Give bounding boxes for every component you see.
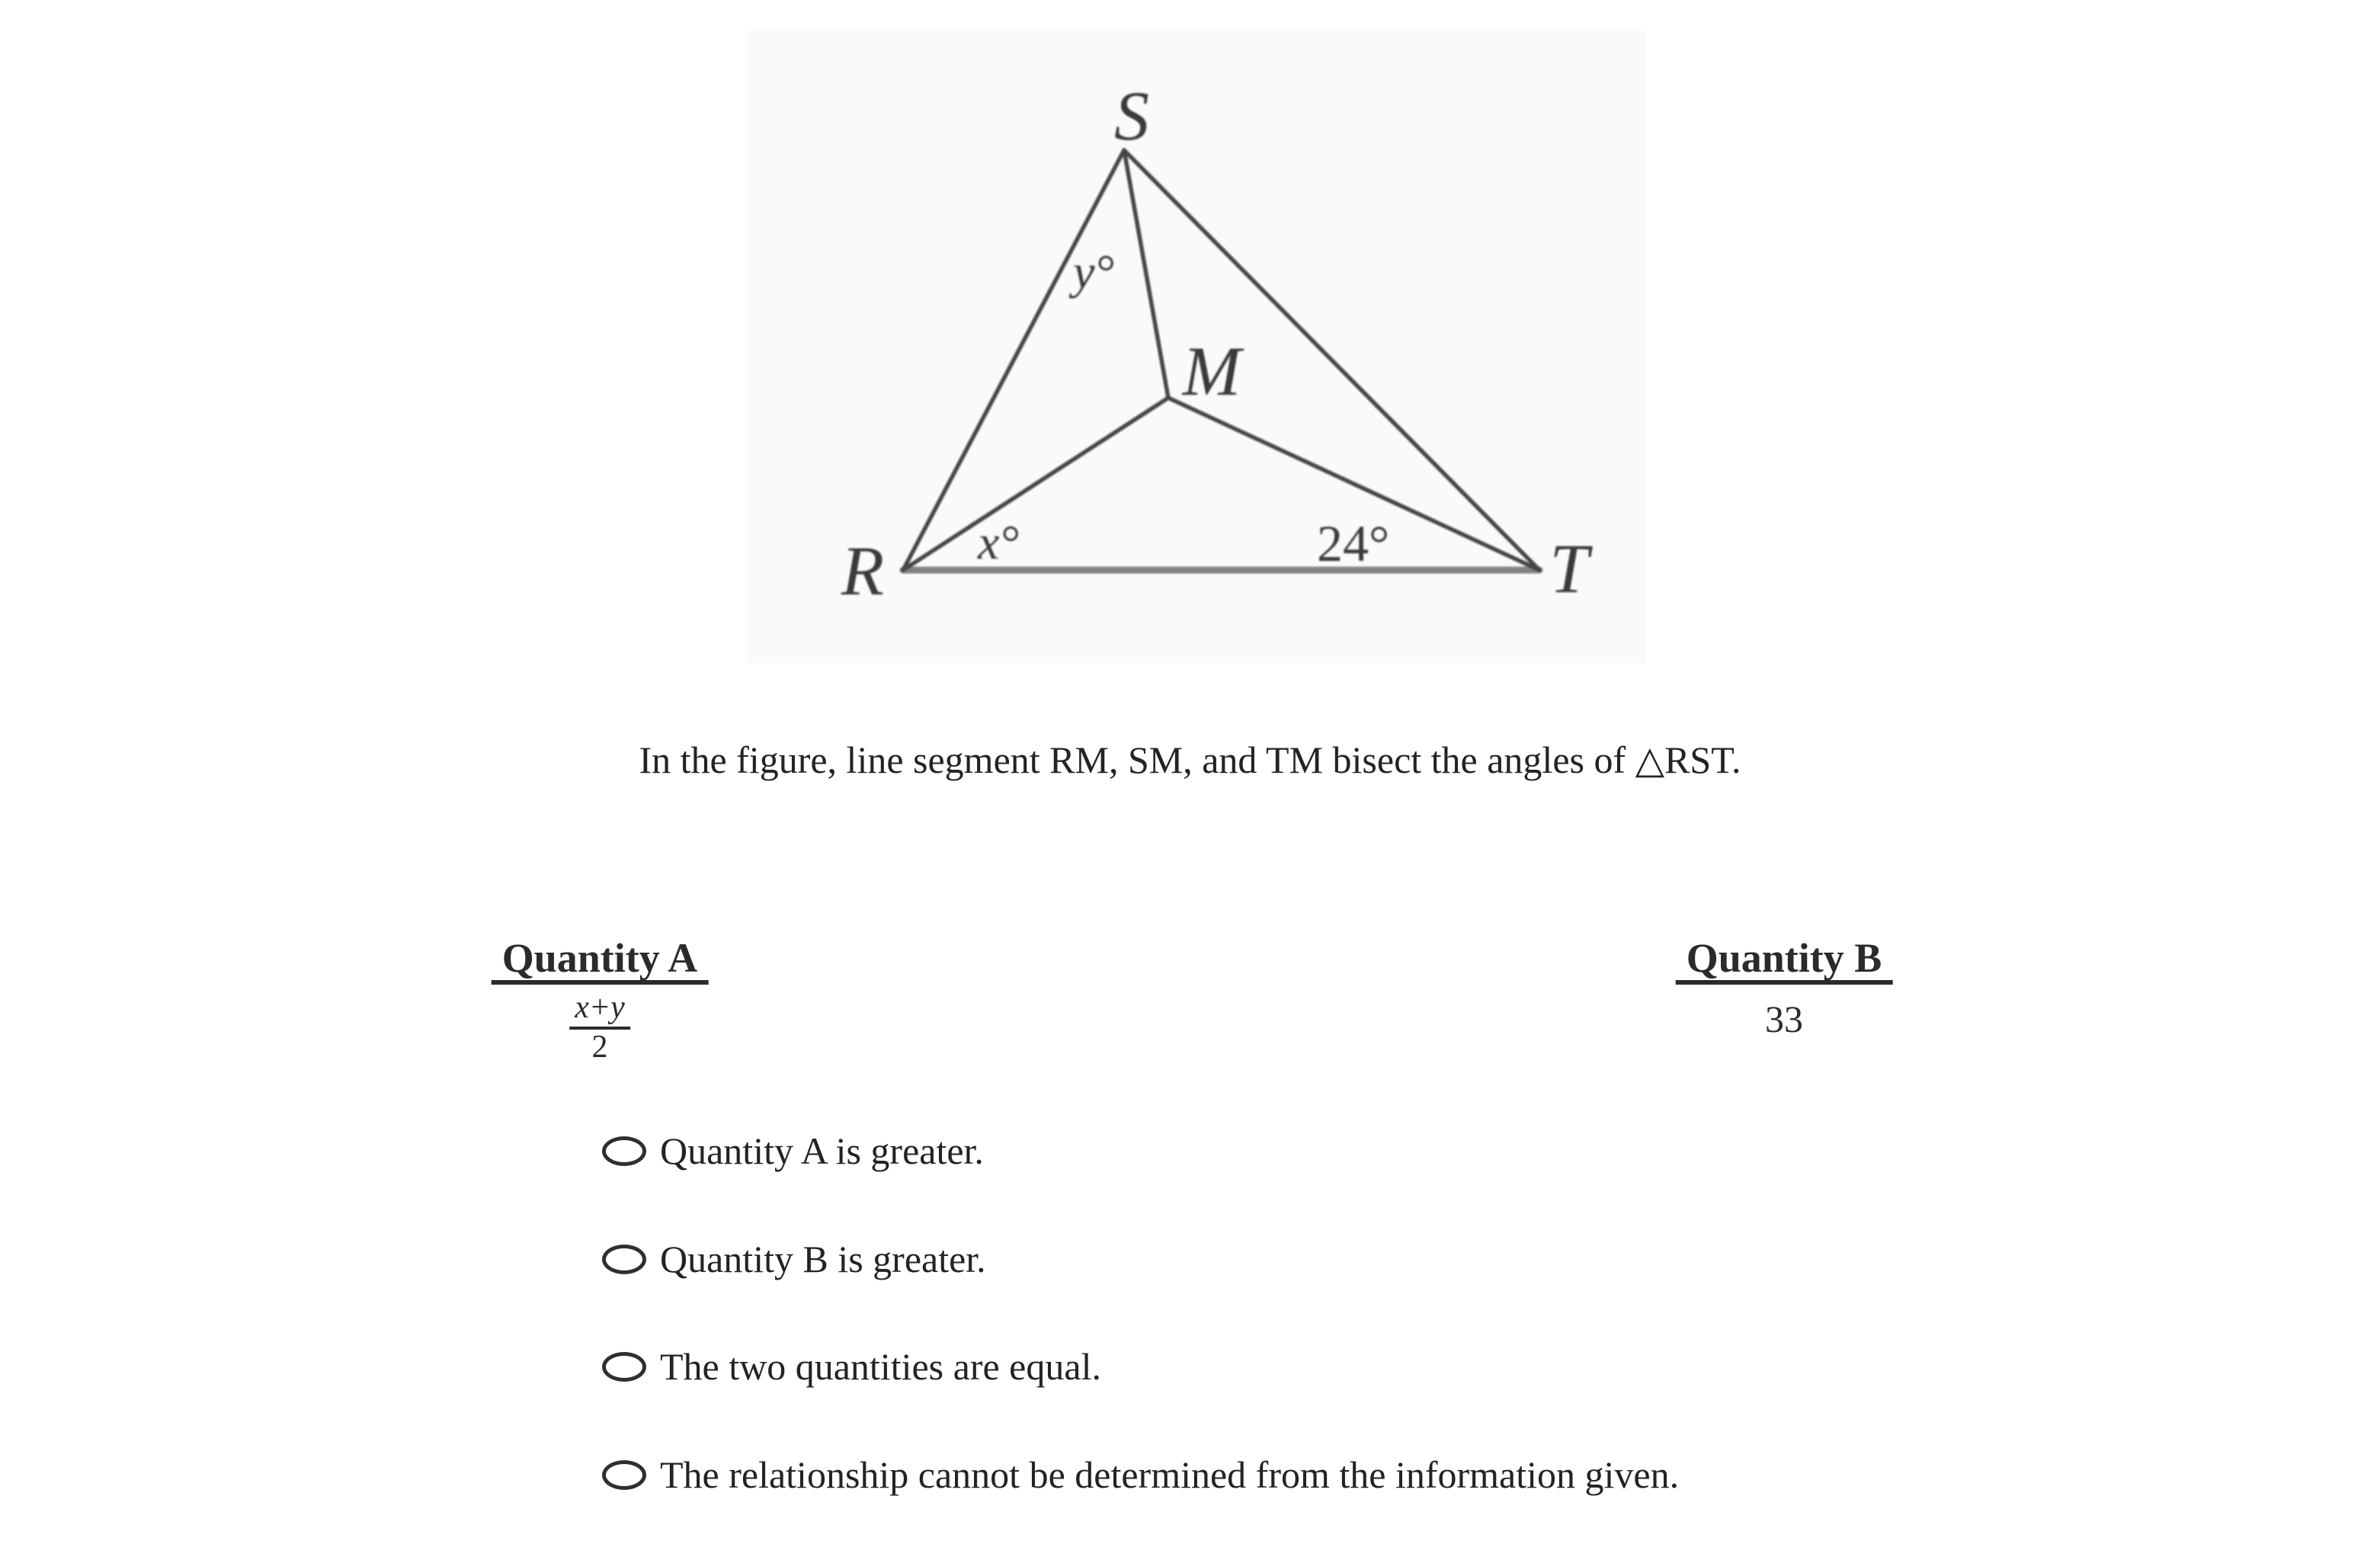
answer-option[interactable]: [602, 1240, 986, 1278]
option-label[interactable]: The relationship cannot be determined from the information given.: [660, 1453, 1680, 1496]
vertex-label-m: M: [1182, 332, 1241, 410]
quantity-b-heading: Quantity B: [1676, 937, 1893, 985]
triangle-diagram: [747, 30, 1646, 663]
answer-option[interactable]: [602, 1453, 1680, 1496]
answer-option[interactable]: [602, 1129, 984, 1172]
option-radio[interactable]: [602, 1136, 646, 1166]
vertex-label-r: R: [841, 532, 885, 610]
figure-caption: In the figure, line segment RM, SM, and TM bisect the angles of △RST.: [639, 738, 1741, 781]
vertex-label-t: T: [1549, 530, 1589, 607]
edge-RS: [903, 150, 1124, 570]
angle-label-24: 24°: [1317, 514, 1390, 572]
option-label[interactable]: Quantity A is greater.: [660, 1129, 984, 1172]
vertex-label-s: S: [1114, 77, 1149, 155]
quantity-b-value: 33: [1765, 998, 1803, 1040]
quantity-b-column: [1676, 937, 1893, 985]
option-label[interactable]: Quantity B is greater.: [660, 1238, 986, 1280]
geometry-figure: [747, 30, 1646, 663]
option-label[interactable]: The two quantities are equal.: [660, 1345, 1101, 1388]
option-radio[interactable]: [602, 1352, 646, 1382]
angle-label-x: x°: [978, 515, 1019, 569]
angle-label-y: y°: [1073, 245, 1114, 299]
quantity-a-value: [569, 992, 630, 1064]
option-radio[interactable]: [602, 1245, 646, 1274]
fraction-numerator: x+y: [569, 992, 630, 1030]
segment-RM: [903, 398, 1168, 570]
fraction-denominator: 2: [591, 1030, 608, 1065]
answer-option[interactable]: [602, 1347, 1101, 1386]
quantity-a-column: [492, 937, 709, 985]
option-radio[interactable]: [602, 1460, 646, 1490]
quantity-a-heading: Quantity A: [492, 937, 709, 985]
